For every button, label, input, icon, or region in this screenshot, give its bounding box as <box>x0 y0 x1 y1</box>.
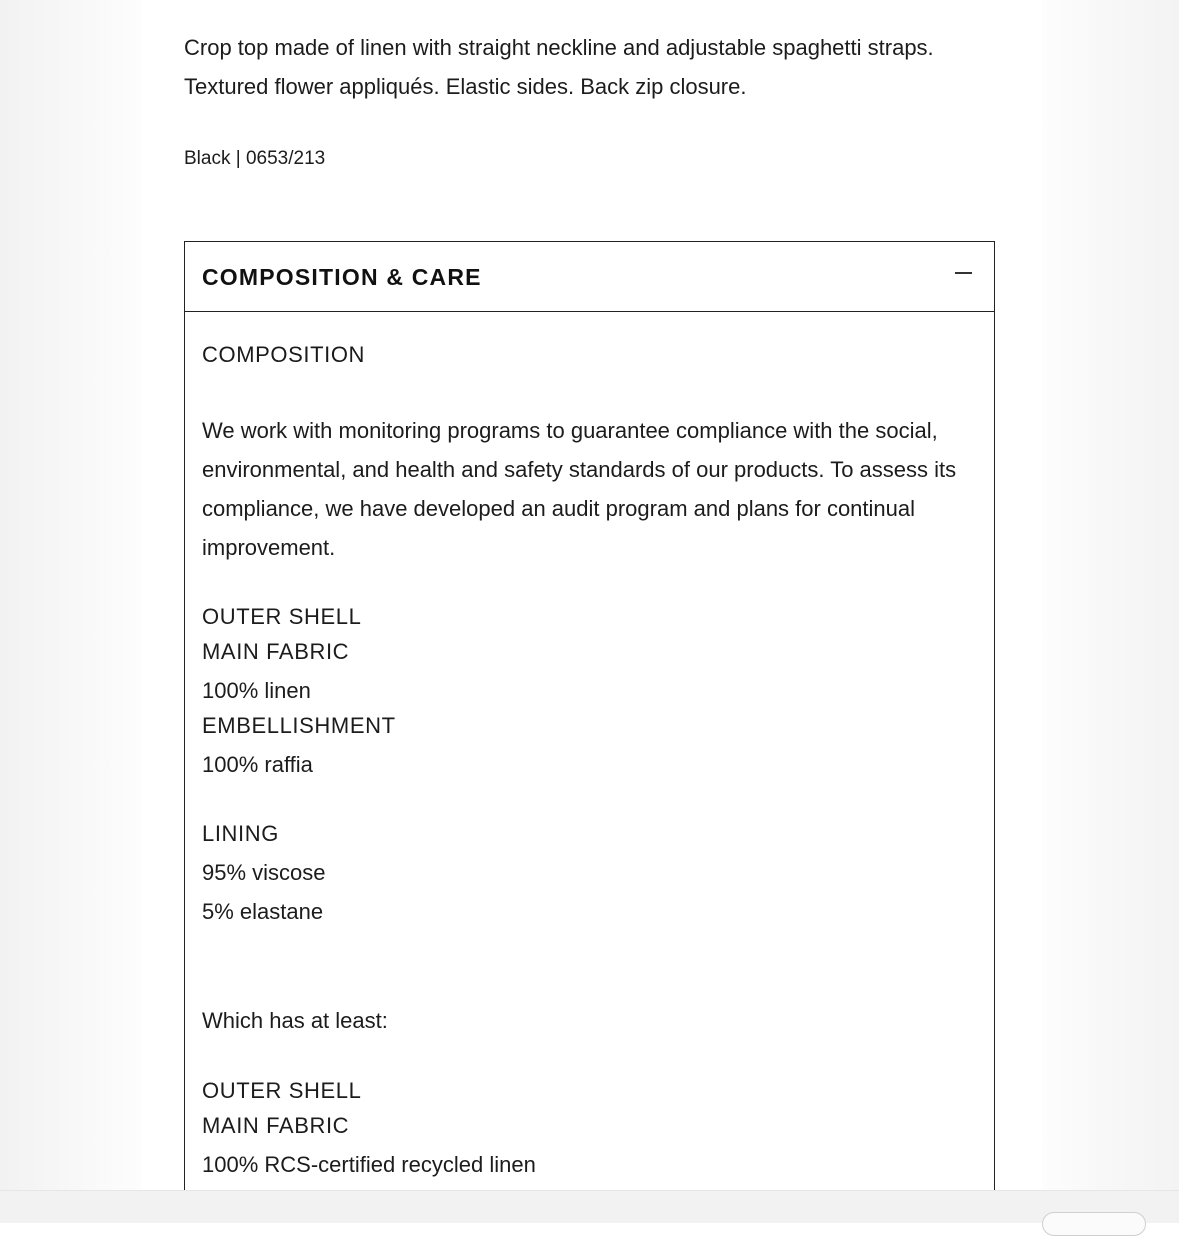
bottom-toolbar <box>0 1190 1179 1223</box>
lining-label: LINING <box>202 821 279 846</box>
composition-heading: COMPOSITION <box>202 342 366 367</box>
certified-main-fabric-label: MAIN FABRIC <box>202 1113 350 1138</box>
main-fabric-value: 100% linen <box>202 678 311 703</box>
accordion-title: COMPOSITION & CARE <box>202 264 482 290</box>
lining-value-2: 5% elastane <box>202 899 324 924</box>
right-background <box>1042 0 1179 1190</box>
outer-shell-label: OUTER SHELL <box>202 604 362 629</box>
at-least-text: Which has at least: <box>202 1008 388 1033</box>
embellishment-label: EMBELLISHMENT <box>202 713 396 738</box>
certified-main-fabric-value: 100% RCS-certified recycled linen <box>202 1152 536 1177</box>
color-reference: Black | 0653/213 <box>184 148 326 169</box>
left-background <box>0 0 142 1190</box>
embellishment-value: 100% raffia <box>202 752 313 777</box>
accordion-header[interactable] <box>185 242 994 312</box>
lining-value-1: 95% viscose <box>202 860 326 885</box>
minus-icon[interactable] <box>950 260 976 286</box>
product-description: Crop top made of linen with straight neckline and adjustable spaghetti straps. Textured flower appliqués. Elastic sides. Back zip closure. <box>184 35 934 99</box>
certified-outer-shell-label: OUTER SHELL <box>202 1078 362 1103</box>
main-fabric-label: MAIN FABRIC <box>202 639 350 664</box>
compliance-text: We work with monitoring programs to guarantee compliance with the social, environmental, and health and safety standards of our products. To assess its compliance, we have developed an audit program and plans for continual improvement. <box>202 418 957 560</box>
composition-care-accordion <box>184 241 995 1221</box>
bottom-pill-button[interactable] <box>1042 1212 1146 1236</box>
product-details <box>142 0 1042 1190</box>
